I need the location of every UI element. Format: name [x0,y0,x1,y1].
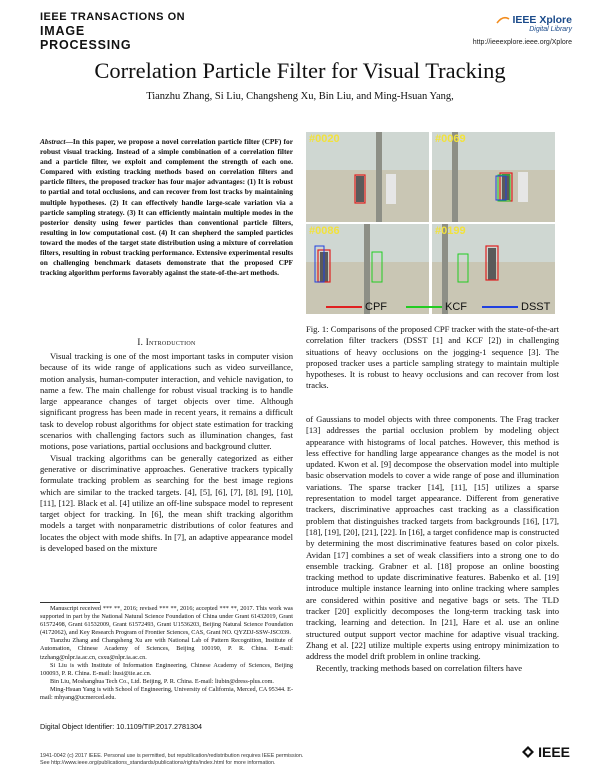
journal-line-1: IEEE TRANSACTIONS ON [40,11,186,23]
abstract-label: Abstract [40,137,66,146]
legend-dsst [482,301,550,313]
abstract [40,137,293,278]
xplore-url[interactable]: http://ieeexplore.ieee.org/Xplore [472,39,572,46]
body-paragraph: of Gaussians to model objects with three components. The Frag tracker [13] addresses the partial occlusion problem by modeling object appearance with histograms of local patches. However, this method is less effective for handling large appearance changes as the model is not updated. Kwon et al. [9] decompose the observation model into multiple basic observation models to cover a wide range of pose and illumination variations. The sparse tracker [14], [11], [15] utilizes a sparse representation to model target appearance. Different from generative trackers, discriminative approaches cast tracking as a classification problem that distinguishes tracked targets from backgrounds [16], [17], [18], [19], [20], [21], [22]. In [16], a target confidence map is constructed by determining the most discriminative features based on color pixels. Avidan [17] combines a set of weak classifiers into a strong one to do ensemble tracking. Grabner et al. [18] propose an online boosting tracking method to update discriminative features. Babenko et al. [19] introduce multiple instance learning into online tracking where samples are considered within positive and negative bags or sets. The TLD tracker [20] explicitly decomposes the long-term tracking task into tracking, learning and detection. In [21], Hare et al. use an online structured output support vector machine for adaptive visual tracking. Zhang et al. [22] utilize multiple experts using entropy minimization to address the model drift problem in online tracking. [306,414,559,662]
xplore-swoosh-icon [496,16,510,25]
permission-line: 1941-0042 (c) 2017 IEEE. Personal use is permitted, but republication/redistribution requires IEEE permission. [40,753,304,759]
journal-line-3: PROCESSING [40,38,132,52]
paper-title: Correlation Particle Filter for Visual Tracking [94,58,506,83]
footnote-divider [40,602,100,603]
legend-swatch [326,306,362,308]
section-title: I. Introduction [137,337,196,347]
abstract-text: —In this paper, we propose a novel correlation particle filter (CPF) for robust visual tracking. Instead of a simple combination of a correlation filter and a particle filter, we exploit and complement the strength of each one. Compared with existing tracking methods based on correlation filters and particle filters, the proposed tracker has four major advantages: (1) It is robust to partial and total occlusions, and can recover from lost tracks by maintaining multiple hypotheses. (2) It can effectively handle large-scale variation via a particle sampling strategy. (3) It can efficiently maintain multiple modes in the posterior density using fewer particles than conventional particle filters, resulting in low computational cost. (4) It can shepherd the sampled particles toward the modes of the target state distribution using a mixture of correlation filters, resulting in robust tracking performance. Extensive experimental results on challenging benchmark datasets demonstrate that the proposed CPF tracking algorithm performs favorably against the state-of-the-art methods. [40,137,293,278]
ieee-logo [522,744,570,760]
frame-label: #0199 [435,225,466,237]
frame-image [306,132,429,222]
frame-image [432,132,555,222]
intro-paragraph: Visual tracking is one of the most important tasks in computer vision because of its wide range of applications such as video surveillance, motion analysis, human-computer interaction, and vehicle navigation, to name a few. The main challenge for robust visual tracking is to handle large appearance changes of target objects over time. Although significant progress has been made in recent years, it remains a difficult task to develop robust algorithms for object state estimation for tracking scenarios with challenging factors such as illumination changes, fast motions, pose variations, partial occlusions and background clutter. [40,351,293,452]
doi: Digital Object Identifier: 10.1109/TIP.2017.2781304 [40,722,202,731]
legend-label: CPF [365,301,387,313]
frame-label: #0086 [309,225,340,237]
body-paragraph: Recently, tracking methods based on correlation filters have [316,662,523,673]
ieee-diamond-icon [522,746,534,758]
permission-line[interactable]: See http://www.ieee.org/publications_standards/publications/rights/index.html for more information. [40,760,276,766]
legend-swatch [482,306,518,308]
legend-label: KCF [445,301,467,313]
footnote: Manuscript received *** **, 2016; revised *** **, 2016; accepted *** **, 2017. This work was supported in part by the National Natural Science Foundation of China under Grant 61432019, Grant 61572498, Grant 61532009, Grant 61572493, Grant U1536203, Beijing Natural Science Foundation (4172062), and Key Research Program of Frontier Sciences, CAS, Grant NO. QYZDJ-SSW-JSC039. [40,605,293,637]
journal-name [40,10,185,52]
footnotes [40,602,293,702]
frame-scene [306,132,429,222]
permission-notice [40,753,303,767]
footnote: Bin Liu, Moshanghua Tech Co., Ltd. Beijing, P. R. China. E-mail: liubin@dress-plus.com. [50,677,274,685]
frame-scene [432,132,555,222]
legend-swatch [406,306,442,308]
intro-body [40,351,293,554]
footnote: Ming-Hsuan Yang is with School of Engineering, University of California, Merced, CA 95344. E-mail: mhyang@ucmerced.edu. [40,685,293,702]
figure-caption: Fig. 1: Comparisons of the proposed CPF tracker with the state-of-the-art correlation filter trackers (DSST [1] and KCF [2]) in challenging situations of heavy occlusions on the jogging-1 sequence [3]. The proposed tracker uses a particle sampling strategy to maintain multiple hypotheses. It is robust to heavy occlusions and can recover from lost tracks. [306,324,559,391]
intro-paragraph: Visual tracking algorithms can be generally categorized as either generative or discriminative approaches. Generative trackers typically formulate tracking problem as searching for the best image regions which are similar to the tracked targets. [4], [5], [6], [7], [8], [9], [10], [11], [12]. Black et al. [4] utilize an off-line subspace model to represent target object for tracking. In [6], the mean shift tracking algorithm models a target with nonparametric distributions of color features and locates the object with mode shifts. In [7], an adaptive appearance model is developed based on the mixture [40,452,293,554]
xplore-sub: Digital Library [529,26,572,33]
legend-label: DSST [521,301,551,313]
ieee-xplore-logo[interactable] [473,14,572,46]
footnote: Tianzhu Zhang and Changsheng Xu are with National Lab of Pattern Recognition, Institute of Automation, Chinese Academy of Sciences, Beijing 100190, P. R. China. E-mail: tzzhang@nlpr.ia.ac.cn, csxu@nlpr.ia.ac.cn. [40,637,293,661]
right-body [306,414,559,674]
ieee-logo-text: IEEE [538,744,570,760]
legend-cpf [326,301,387,313]
legend-kcf [406,301,467,313]
journal-line-2: IMAGE [40,24,85,38]
paper-authors: Tianzhu Zhang, Si Liu, Changsheng Xu, Bin Liu, and Ming-Hsuan Yang, [146,91,454,102]
xplore-name [473,14,572,26]
figure-1 [306,132,560,322]
footnote: Si Liu is with Institute of Information Engineering, Chinese Academy of Sciences, Beijing 100093, P. R. China. E-mail: liusi@iie.ac.cn. [40,661,293,677]
frame-label: #0020 [309,133,340,145]
frame-label: #0069 [435,133,466,145]
section-heading [40,337,293,348]
xplore-name-text: IEEE Xplore [512,14,572,26]
